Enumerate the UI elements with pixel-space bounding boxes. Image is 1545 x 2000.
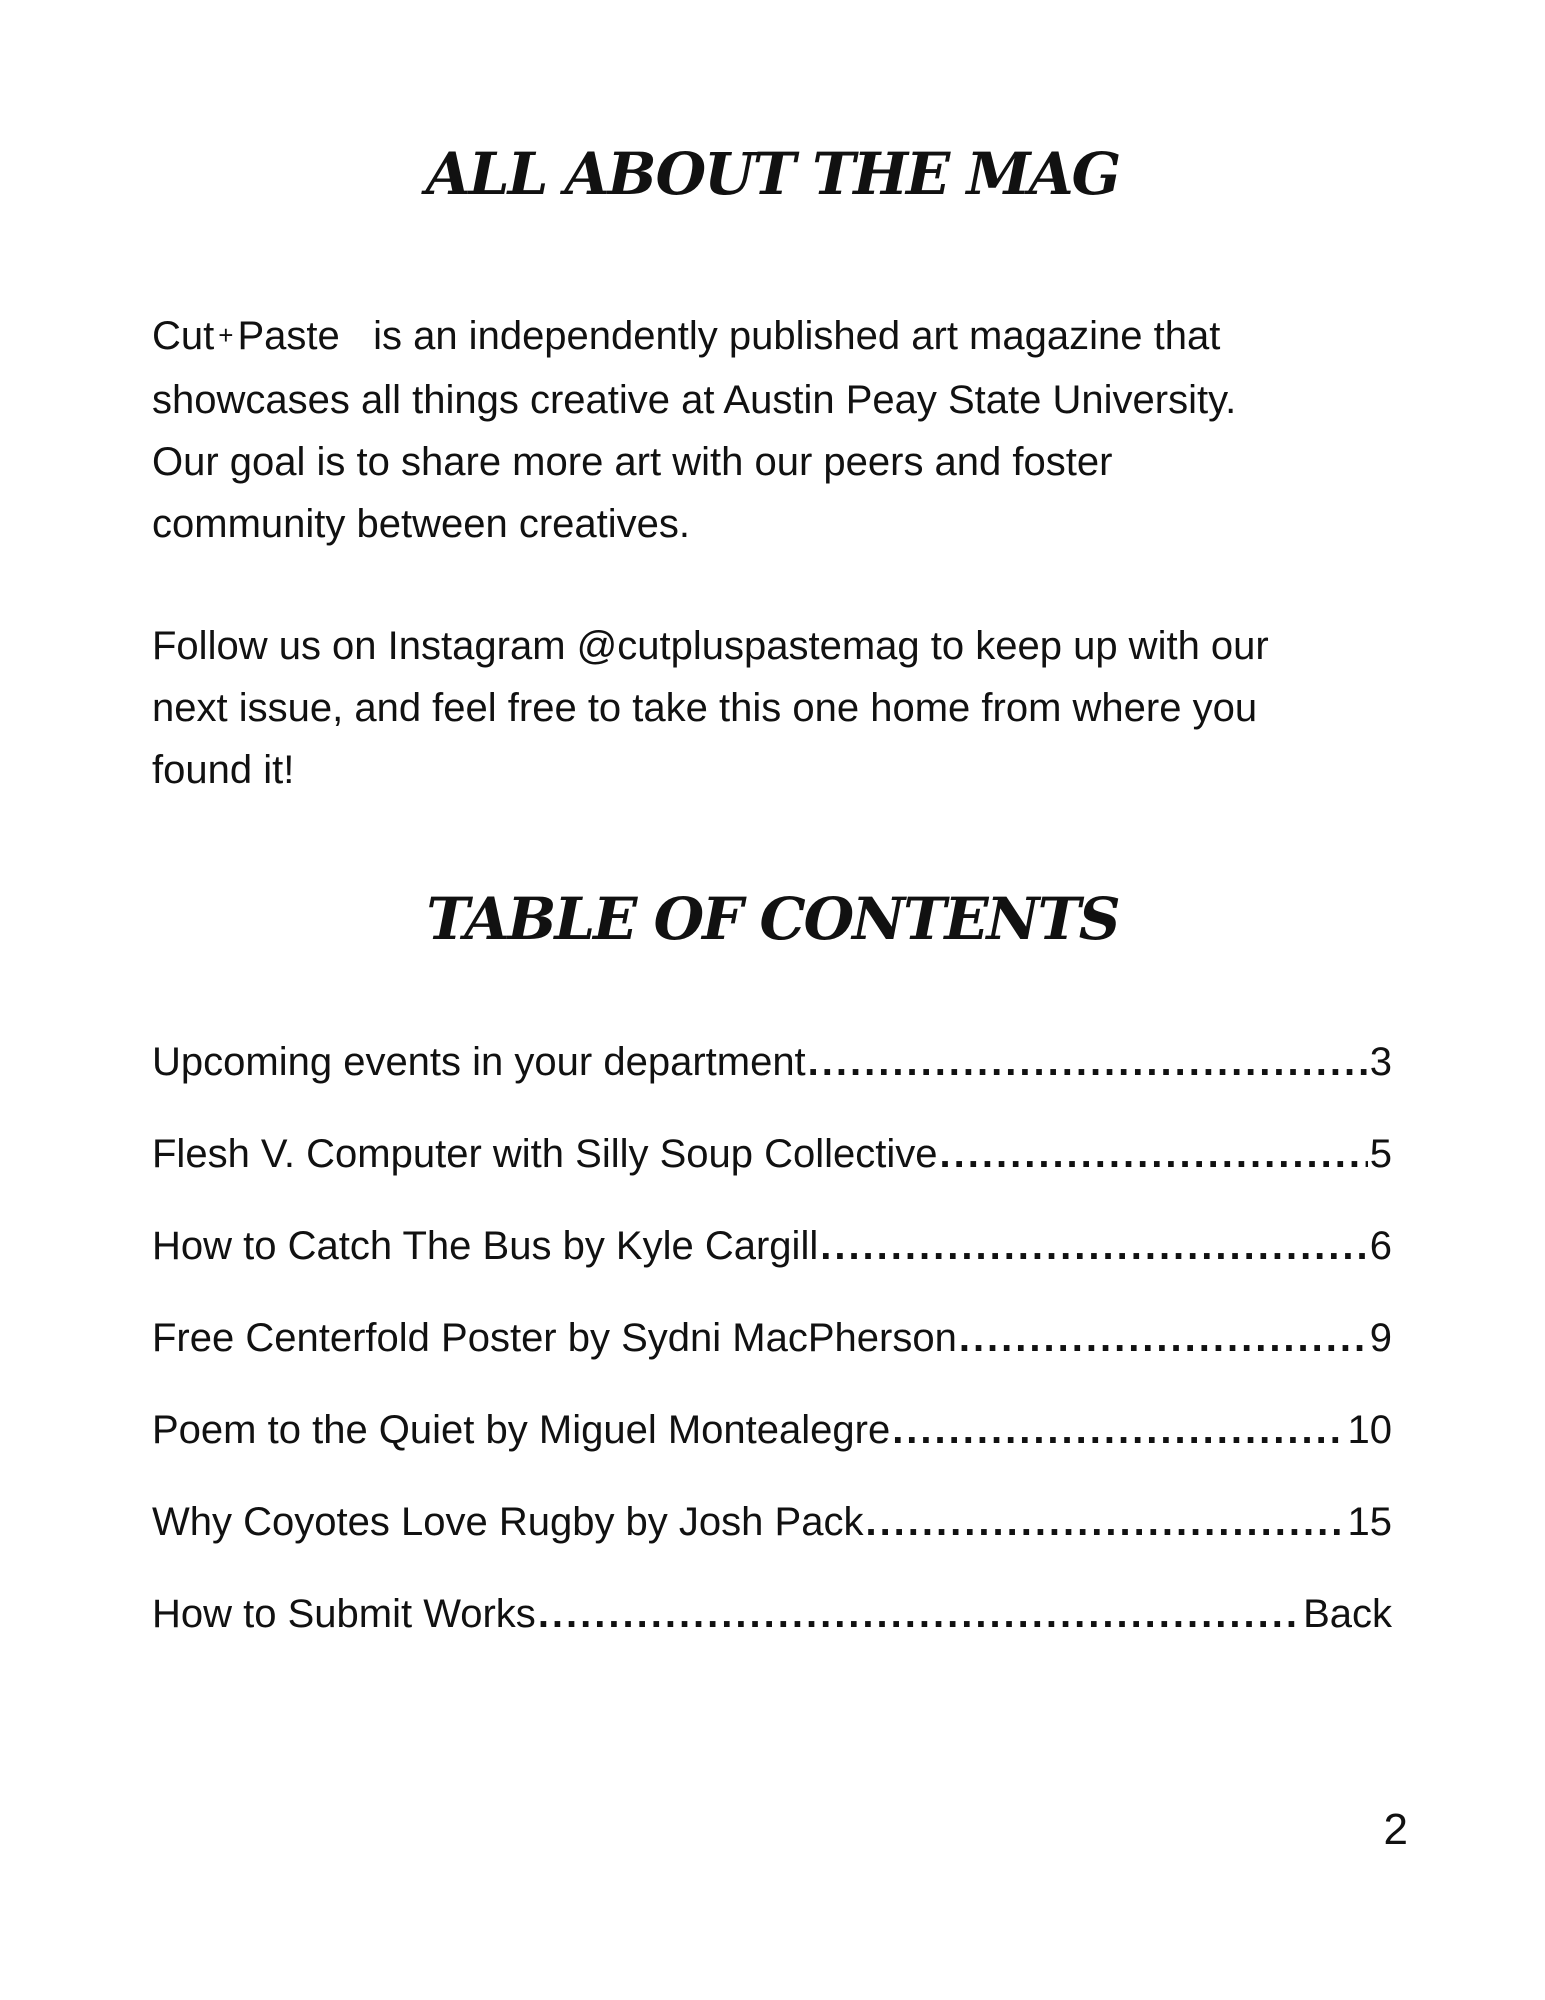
toc-entry-submit-works <box>152 1592 1392 1684</box>
brand-name <box>152 314 340 358</box>
toc-entry-title: Poem to the Quiet by Miguel Montealegre <box>152 1408 891 1452</box>
toc-leader-dots <box>538 1592 1301 1637</box>
toc-entry-title: How to Catch The Bus by Kyle Cargill <box>152 1224 819 1268</box>
toc-entry-page: 9 <box>1369 1316 1392 1360</box>
toc-heading: TABLE OF CONTENTS <box>426 885 1119 953</box>
toc-entry-title: Flesh V. Computer with Silly Soup Collective <box>152 1132 938 1176</box>
page-number: 2 <box>1383 1805 1408 1854</box>
follow-paragraph: Follow us on Instagram @cutpluspastemag to keep up with our next issue, and feel free to take this one home from where you found it! <box>152 624 1269 792</box>
brand-plus: + <box>218 320 234 351</box>
toc-leader-dots <box>892 1408 1345 1453</box>
toc-leader-dots <box>959 1316 1368 1361</box>
toc-entry-page: 15 <box>1347 1500 1392 1544</box>
toc-entry-upcoming-events <box>152 1040 1392 1132</box>
toc-entry-title: How to Submit Works <box>152 1592 536 1636</box>
toc-entry-catch-the-bus <box>152 1224 1392 1316</box>
toc-entry-page: 6 <box>1369 1224 1392 1268</box>
toc-entry-poem-to-the-quiet <box>152 1408 1392 1500</box>
brand-paste: Paste <box>237 314 340 358</box>
toc-leader-dots <box>808 1040 1368 1085</box>
about-paragraph-text: is an independently published art magazine that showcases all things creative at Austin Peay State University. Our goal is to share more art with our peers and foster community between creatives. <box>152 314 1237 547</box>
about-heading: ALL ABOUT THE MAG <box>425 140 1120 208</box>
toc-entry-title: Upcoming events in your department <box>152 1040 806 1084</box>
toc-entry-flesh-v-computer <box>152 1132 1392 1224</box>
toc-entry-coyotes-rugby <box>152 1500 1392 1592</box>
toc-entry-page: 5 <box>1369 1132 1392 1176</box>
toc-leader-dots <box>865 1500 1345 1545</box>
toc-entry-title: Why Coyotes Love Rugby by Josh Pack <box>152 1500 864 1544</box>
brand-cut: Cut <box>152 314 215 358</box>
toc-entry-centerfold-poster <box>152 1316 1392 1408</box>
toc-entry-page: 10 <box>1347 1408 1392 1452</box>
toc-leader-dots <box>940 1132 1368 1177</box>
toc-entry-page: 3 <box>1369 1040 1392 1084</box>
toc-entry-title: Free Centerfold Poster by Sydni MacPherson <box>152 1316 957 1360</box>
toc-entry-page: Back <box>1303 1592 1392 1636</box>
about-paragraph <box>152 305 1312 555</box>
table-of-contents <box>152 1040 1392 1684</box>
toc-leader-dots <box>820 1224 1368 1269</box>
